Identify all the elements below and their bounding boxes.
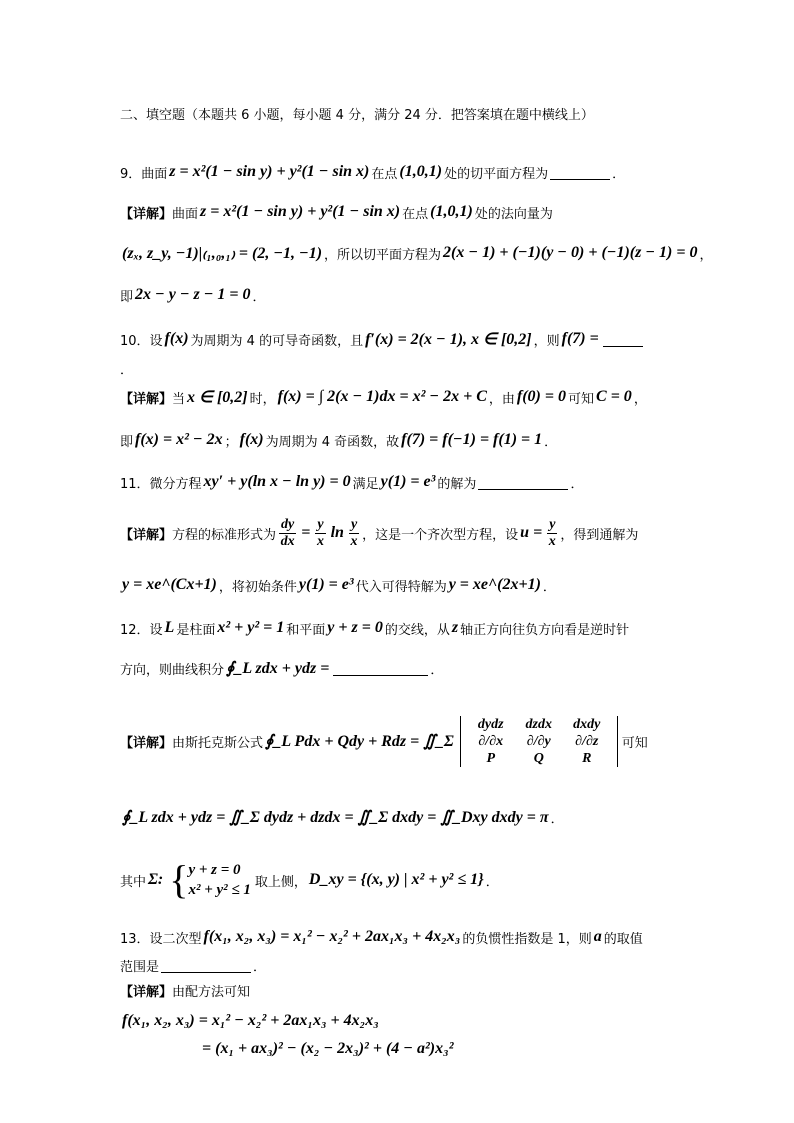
math-expression: y(1) = e³	[380, 473, 436, 490]
text-line	[120, 518, 638, 548]
math-expression: z	[451, 619, 459, 636]
math-expression: ∮_L zdx + ydz =	[226, 660, 330, 677]
text-segment: 可知	[568, 391, 595, 407]
text-segment: 可知	[621, 735, 648, 751]
math-expression: 2x − y − z − 1 = 0	[135, 286, 251, 303]
math-expression: f(7) =	[561, 330, 599, 347]
text-line	[120, 280, 266, 310]
text-segment: 当	[172, 391, 186, 407]
text-segment: 9．曲面	[120, 166, 168, 182]
math-expression: f(x₁, x₂, x₃) = x₁² − x₂² + 2ax₁x₃ + 4x₂x₃	[122, 1012, 379, 1029]
text-segment: 的负惯性指数是 1，则	[462, 931, 592, 947]
system-rows	[188, 860, 250, 900]
numerator: dy	[281, 516, 295, 532]
text-segment: 13．设二次型	[120, 931, 202, 947]
math-expression: y(1) = e³	[298, 576, 354, 593]
system-row: y + z = 0	[188, 862, 241, 878]
math-expression: x ∈ [0,2]	[187, 389, 248, 406]
denominator: x	[350, 533, 358, 549]
numerator: y	[549, 516, 556, 532]
detail-label: 【详解】	[120, 984, 173, 1000]
denominator: x	[548, 533, 556, 549]
answer-blank	[333, 661, 428, 676]
text-segment: ．	[542, 579, 556, 595]
math-expression: y = xe^(Cx+1)	[122, 576, 217, 593]
math-expression: f(x) = x² − 2x	[135, 431, 223, 448]
text-segment: ，则	[533, 333, 560, 349]
text-line	[120, 324, 645, 354]
text-segment: 处的切平面方程为	[444, 166, 549, 182]
math-expression: f(x₁, x₂, x₃) = x₁² − x₂² + 2ax₁x₃ + 4x₂x₃	[203, 928, 461, 945]
determinant-cell: dzdx	[525, 716, 552, 732]
text-segment: ，	[633, 391, 647, 407]
text-segment: ．	[430, 662, 444, 678]
text-segment: 代入可得特解为	[355, 579, 447, 595]
text-segment: 的取值	[603, 931, 643, 947]
text-segment: 即	[120, 289, 134, 305]
text-segment: ；	[224, 434, 238, 450]
text-segment: ．	[612, 166, 626, 182]
math-expression: (1,0,1)	[399, 163, 443, 180]
left-brace: {	[169, 857, 189, 902]
text-segment: 的交线，从	[384, 622, 450, 638]
text-segment: ，由	[488, 391, 515, 407]
text-segment: ．	[120, 362, 134, 378]
text-segment: ，这是一个齐次型方程，设	[362, 527, 519, 543]
text-line	[120, 716, 648, 766]
denominator: dx	[280, 533, 295, 549]
math-expression: x² + y² = 1	[217, 619, 285, 636]
math-expression: =	[301, 524, 311, 541]
math-expression: f(7) = f(−1) = f(1) = 1	[401, 431, 543, 448]
text-line	[120, 653, 443, 683]
math-expression: u =	[520, 524, 543, 541]
math-expression: f(x) = ∫ 2(x − 1)dx = x² − 2x + C	[277, 388, 487, 405]
detail-label: 【详解】	[120, 527, 173, 543]
text-segment: 满足	[352, 476, 379, 492]
text-segment: 为周期为 4 的可导奇函数，且	[190, 333, 364, 349]
text-line	[120, 467, 583, 497]
text-line	[120, 975, 250, 1005]
detail-label: 【详解】	[120, 735, 173, 751]
text-segment: ，将初始条件	[218, 579, 297, 595]
text-segment: ．	[252, 289, 266, 305]
math-expression: (1,0,1)	[430, 203, 473, 220]
text-segment: 轴正方向往负方向看是逆时针	[460, 622, 630, 638]
text-segment: ．	[550, 811, 564, 827]
text-segment: 10．设	[120, 333, 163, 349]
determinant-cell: dydz	[477, 716, 504, 732]
text-segment: 时，	[249, 391, 276, 407]
text-segment: ，得到通解为	[560, 527, 639, 543]
answer-blank	[603, 332, 643, 347]
math-expression: f(0) = 0	[516, 388, 566, 405]
text-segment: ．	[544, 434, 558, 450]
text-segment: ．	[570, 476, 584, 492]
detail-label: 【详解】	[120, 391, 173, 407]
text-line	[120, 98, 594, 128]
text-segment: 曲面	[172, 206, 199, 222]
answer-blank	[478, 475, 568, 490]
determinant-cell: ∂/∂z	[575, 733, 599, 749]
numerator: y	[317, 516, 324, 532]
text-segment: 和平面	[286, 622, 326, 638]
math-expression: ∮_L Pdx + Qdy + Rdz = ∬_Σ	[265, 733, 454, 750]
text-segment: 即	[120, 434, 134, 450]
math-expression: y = xe^(2x+1)	[448, 576, 541, 593]
text-line	[120, 922, 643, 952]
math-expression: ∮_L zdx + ydz = ∬_Σ dydz + dzdx = ∬_Σ dxdy = ∬_Dxy dxdy = π	[122, 809, 549, 826]
text-segment: 为周期为 4 奇函数，故	[265, 434, 400, 450]
math-expression: Σ:	[148, 871, 164, 888]
detail-label: 【详解】	[120, 206, 173, 222]
fraction	[315, 517, 325, 550]
text-segment: 在点	[371, 166, 398, 182]
math-expression: f(x)	[164, 330, 189, 347]
numerator: y	[350, 516, 358, 532]
text-line	[120, 197, 553, 227]
math-expression: D_xy = {(x, y) | x² + y² ≤ 1}	[308, 871, 484, 888]
text-segment: 在点	[402, 206, 429, 222]
determinant-cell: Q	[533, 750, 544, 766]
math-expression: f′(x) = 2(x − 1), x ∈ [0,2]	[365, 331, 532, 348]
system-row: x² + y² ≤ 1	[188, 882, 251, 898]
determinant-cell: P	[486, 750, 496, 766]
text-line	[120, 857, 499, 902]
fraction	[547, 517, 557, 550]
determinant-cell: ∂/∂x	[478, 733, 504, 749]
math-expression: z = x²(1 − sin y) + y²(1 − sin x)	[169, 163, 370, 180]
math-expression: a	[593, 928, 602, 945]
math-expression: z = x²(1 − sin y) + y²(1 − sin x)	[200, 203, 401, 220]
equation-system	[169, 857, 251, 902]
text-segment: 的解为	[437, 476, 477, 492]
text-segment: 方程的标准形式为	[172, 527, 277, 543]
text-segment: 12．设	[120, 622, 163, 638]
text-segment: 11．微分方程	[120, 476, 202, 492]
text-line	[120, 802, 564, 832]
text-line	[120, 570, 556, 600]
text-line	[120, 238, 713, 268]
denominator: x	[316, 533, 324, 549]
text-line	[120, 353, 133, 383]
text-line	[120, 1006, 381, 1036]
text-segment: 处的法向量为	[474, 206, 553, 222]
text-segment: ．	[485, 874, 499, 890]
fraction	[349, 517, 359, 550]
answer-blank	[550, 165, 610, 180]
math-expression: ln	[330, 524, 344, 541]
answer-blank	[161, 958, 251, 973]
text-segment: 是柱面	[176, 622, 216, 638]
determinant	[460, 716, 618, 767]
math-expression: xy′ + y(ln x − ln y) = 0	[203, 473, 351, 490]
math-expression: y + z = 0	[327, 619, 383, 636]
text-segment: 二、填空题（本题共 6 小题，每小题 4 分，满分 24 分．把答案填在题中横线上）	[120, 107, 594, 123]
math-expression: (zₓ, z_y, −1)|₍₁,₀,₁₎ = (2, −1, −1)	[122, 245, 323, 262]
determinant-cell: R	[582, 750, 592, 766]
text-segment: ，	[699, 247, 713, 263]
text-line	[120, 382, 647, 412]
text-segment: 范围是	[120, 959, 160, 975]
text-segment: 其中	[120, 874, 147, 890]
text-segment: 由配方法可知	[172, 984, 251, 1000]
text-line	[120, 425, 557, 455]
text-segment: ，所以切平面方程为	[324, 247, 442, 263]
text-line	[200, 1034, 455, 1064]
math-expression: C = 0	[596, 388, 632, 405]
determinant-cell: dxdy	[573, 716, 601, 732]
math-expression: L	[164, 619, 175, 636]
text-segment: 由斯托克斯公式	[172, 735, 264, 751]
text-line	[120, 157, 625, 187]
fraction	[279, 517, 296, 550]
text-segment: 取上侧，	[254, 874, 307, 890]
math-expression: = (x₁ + ax₃)² − (x₂ − 2x₃)² + (4 − a²)x₃²	[202, 1040, 454, 1057]
math-expression: f(x)	[239, 431, 264, 448]
text-segment: 方向，则曲线积分	[120, 662, 225, 678]
text-segment: ．	[253, 959, 267, 975]
math-expression: 2(x − 1) + (−1)(y − 0) + (−1)(z − 1) = 0	[443, 244, 698, 261]
determinant-cell: ∂/∂y	[526, 733, 551, 749]
text-line	[120, 613, 629, 643]
